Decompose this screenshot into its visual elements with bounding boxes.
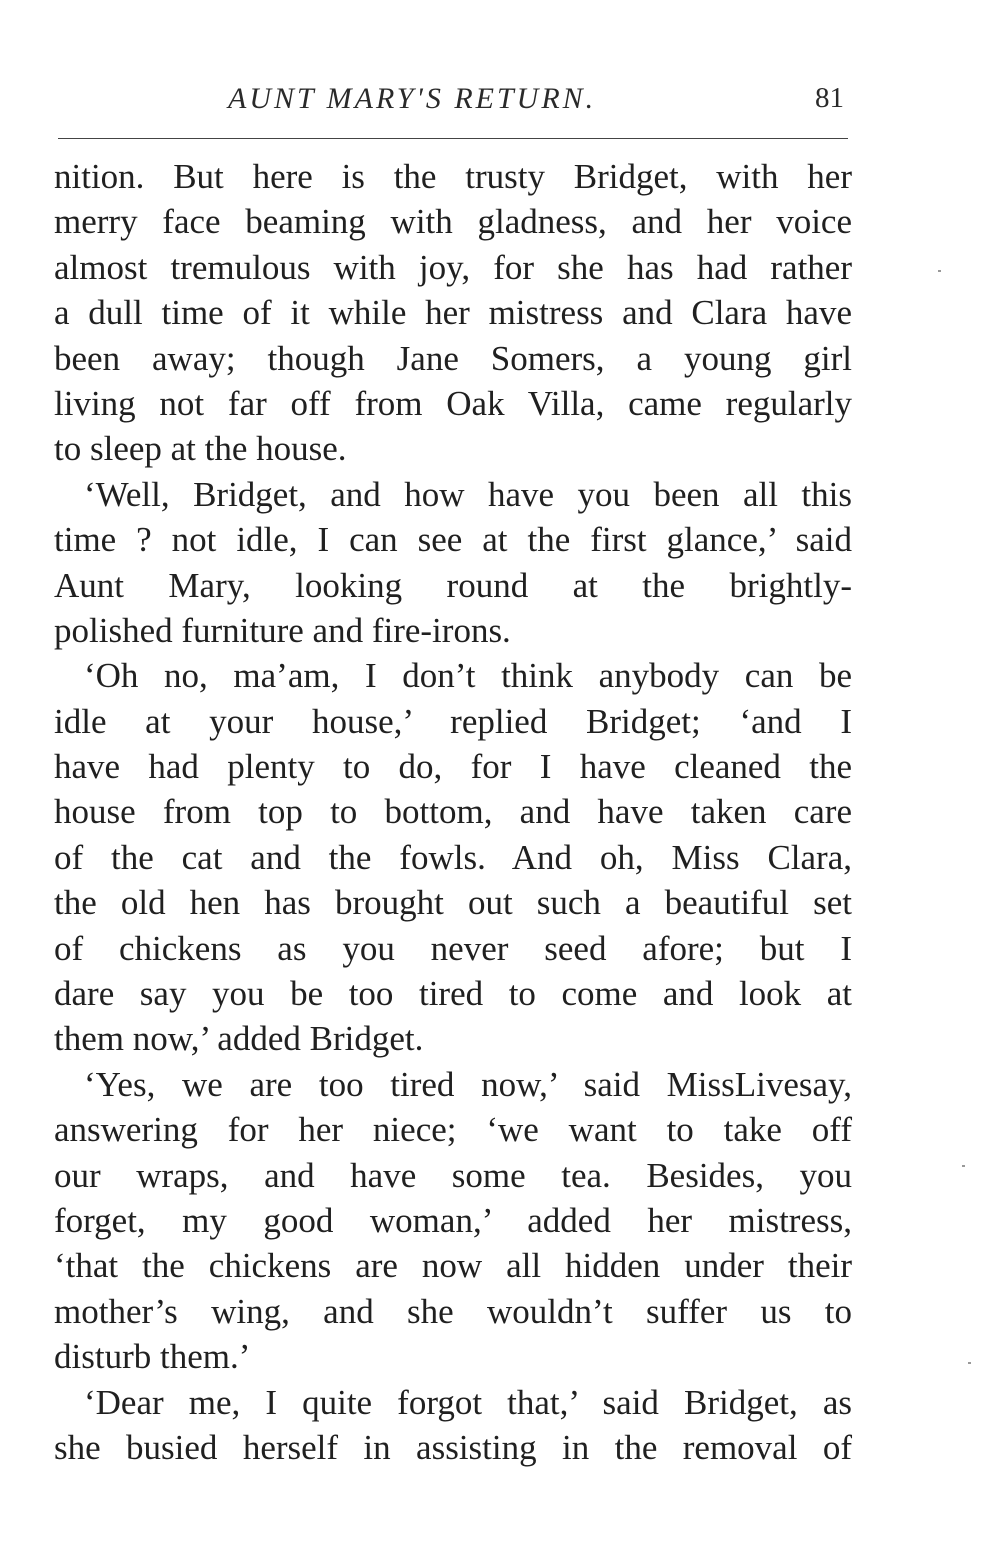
text-line: our wraps, and have some tea. Besides, you <box>54 1155 852 1195</box>
text-line: mother’s wing, and she wouldn’t suffer us to <box>54 1291 852 1331</box>
text-line: almost tremulous with joy, for she has had rather <box>54 247 852 287</box>
text-line: forget, my good woman,’ added her mistress, <box>54 1200 852 1240</box>
text-line: ‘Oh no, ma’am, I don’t think anybody can be <box>84 656 852 696</box>
text-line: of chickens as you never seed afore; but I <box>54 928 852 968</box>
text-line: a dull time of it while her mistress and Clara have <box>54 293 852 333</box>
running-title: AUNT MARY'S RETURN. <box>228 82 597 115</box>
text-line: to sleep at the house. <box>54 429 347 469</box>
text-line: polished furniture and fire-irons. <box>54 610 511 650</box>
text-line: the old hen has brought out such a beautiful set <box>54 883 852 923</box>
text-line: house from top to bottom, and have taken care <box>54 792 852 832</box>
text-line: answering for her niece; ‘we want to take off <box>54 1110 852 1150</box>
text-line: Aunt Mary, looking round at the brightly- <box>54 565 852 605</box>
scan-speck <box>962 1165 965 1167</box>
text-line: been away; though Jane Somers, a young girl <box>54 338 852 378</box>
text-line: ‘Well, Bridget, and how have you been all this <box>84 474 852 514</box>
page-number: 81 <box>815 82 844 114</box>
scan-speck <box>938 270 941 272</box>
text-line: ‘Dear me, I quite forgot that,’ said Bridget, as <box>84 1382 852 1422</box>
text-line: them now,’ added Bridget. <box>54 1019 424 1059</box>
text-line: disturb them.’ <box>54 1337 251 1377</box>
body-text <box>54 154 852 1470</box>
text-line: time ? not idle, I can see at the first glance,’ said <box>54 520 852 560</box>
text-line: of the cat and the fowls. And oh, Miss Clara, <box>54 837 852 877</box>
text-line: nition. But here is the trusty Bridget, with her <box>54 157 852 196</box>
text-line: have had plenty to do, for I have cleaned the <box>54 747 852 787</box>
scan-speck <box>968 1362 971 1364</box>
text-line: idle at your house,’ replied Bridget; ‘and I <box>54 701 852 741</box>
text-line: merry face beaming with gladness, and her voice <box>54 202 852 242</box>
running-head <box>58 82 848 126</box>
text-line: ‘Yes, we are too tired now,’ said MissLivesay, <box>84 1064 852 1104</box>
text-line: living not far off from Oak Villa, came regularly <box>54 383 852 423</box>
text-line: ‘that the chickens are now all hidden under their <box>54 1246 852 1286</box>
text-line: dare say you be too tired to come and look at <box>54 974 852 1014</box>
text-line: she busied herself in assisting in the removal of <box>54 1427 852 1467</box>
header-rule <box>58 138 848 139</box>
